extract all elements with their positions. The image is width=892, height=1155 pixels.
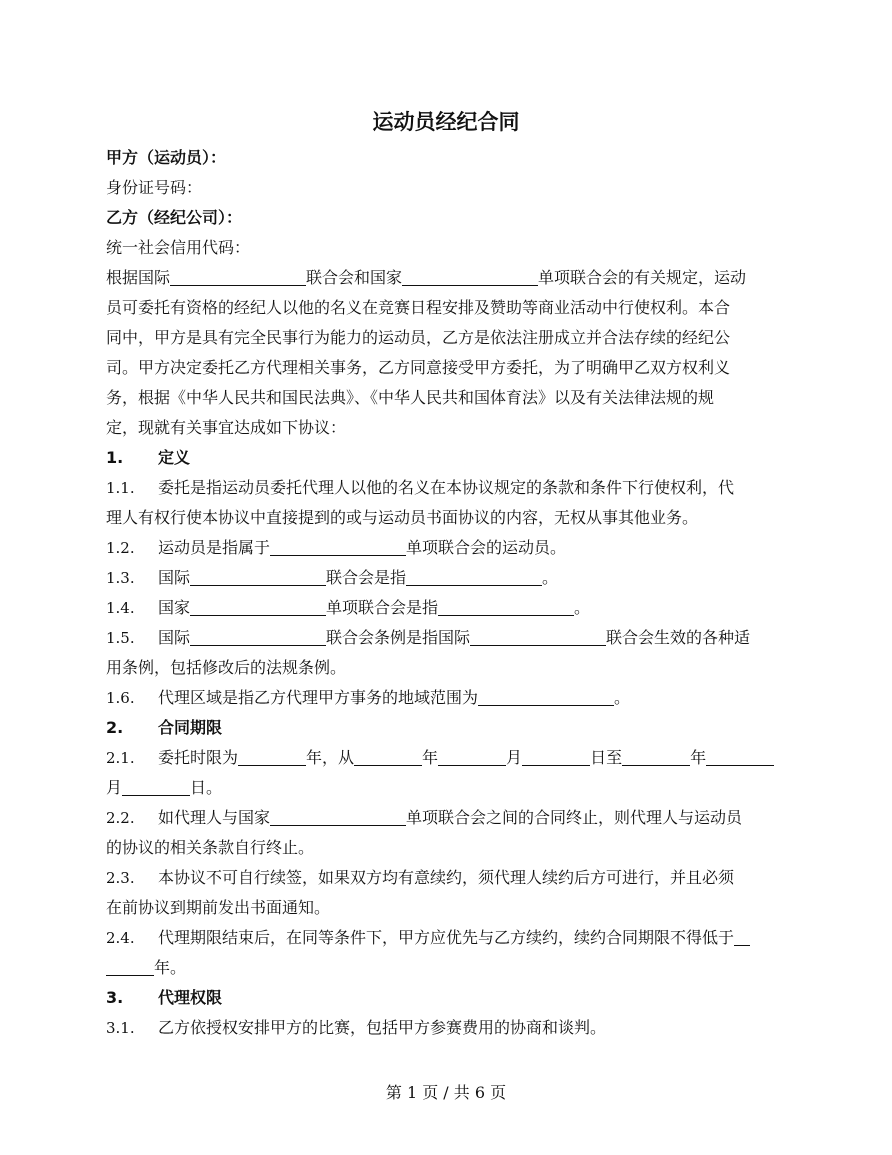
- blank-field[interactable]: [406, 567, 542, 586]
- clause-text: 委托时限为: [158, 748, 239, 767]
- clause-text: 单项联合会之间的合同终止，则代理人与运动员: [406, 808, 743, 827]
- clause-number: 1.6.: [106, 689, 135, 707]
- clause-number: 2.3.: [106, 869, 135, 887]
- clause-text: 年: [690, 748, 707, 767]
- section-title: 定义: [158, 448, 191, 467]
- clause-line: [106, 623, 806, 653]
- clause-text: 本协议不可自行续签，如果双方均有意续约，须代理人续约后方可进行，并且必须: [158, 868, 735, 887]
- clause-text: 国际: [158, 628, 191, 647]
- clause-line: [106, 473, 806, 503]
- clause-line: [106, 743, 806, 773]
- clause-text: 。: [614, 688, 631, 707]
- party-a-id-label: 身份证号码：: [106, 178, 203, 197]
- section-number: 2.: [106, 718, 124, 737]
- clause-line: 在前协议到期前发出书面通知。: [106, 898, 331, 917]
- blank-field[interactable]: [470, 627, 606, 646]
- clause-text: 代理区域是指乙方代理甲方事务的地域范围为: [158, 688, 479, 707]
- clause-text: 国际: [158, 568, 191, 587]
- clause-text: 。: [574, 598, 591, 617]
- clause-text: 运动员是指属于: [158, 538, 271, 557]
- blank-field[interactable]: [522, 747, 590, 766]
- party-b-label: 乙方（经纪公司）：: [106, 208, 243, 227]
- section-title: 合同期限: [158, 718, 223, 737]
- clause-text: 乙方依授权安排甲方的比赛，包括甲方参赛费用的协商和谈判。: [158, 1018, 607, 1037]
- blank-field[interactable]: [402, 267, 538, 286]
- blank-field[interactable]: [622, 747, 690, 766]
- clause-text: 年。: [154, 958, 187, 977]
- intro-text: 根据国际: [106, 268, 171, 287]
- clause-text: 联合会条例是指国际: [326, 628, 471, 647]
- blank-field[interactable]: [478, 687, 614, 706]
- clause-text: 国家: [158, 598, 191, 617]
- clause-text: 联合会是指: [326, 568, 407, 587]
- intro-line-4: 司。甲方决定委托乙方代理相关事务，乙方同意接受甲方委托，为了明确甲乙双方权利义: [106, 358, 731, 377]
- intro-line-2: 员可委托有资格的经纪人以他的名义在竞赛日程安排及赞助等商业活动中行使权利。本合: [106, 298, 731, 317]
- clause-line: [106, 593, 806, 623]
- clause-line: 用条例，包括修改后的法规条例。: [106, 658, 347, 677]
- clause-number: 2.1.: [106, 749, 135, 767]
- party-a-label: 甲方（运动员）：: [106, 148, 227, 167]
- section-title: 代理权限: [158, 988, 223, 1007]
- clause-text: 单项联合会是指: [326, 598, 439, 617]
- clause-text: 日至: [590, 748, 623, 767]
- intro-line-5: 务，根据《中华人民共和国民法典》、《中华人民共和国体育法》以及有关法律法规的规: [106, 388, 715, 407]
- clause-text: 月: [106, 778, 123, 797]
- blank-field[interactable]: [190, 567, 326, 586]
- clause-text: 委托是指运动员委托代理人以他的名义在本协议规定的条款和条件下行使权利，代: [158, 478, 735, 497]
- blank-field[interactable]: [438, 597, 574, 616]
- intro-line-3: 同中，甲方是具有完全民事行为能力的运动员，乙方是依法注册成立并合法存续的经纪公: [106, 328, 731, 347]
- clause-number: 2.4.: [106, 929, 135, 947]
- clause-line: [106, 683, 806, 713]
- clause-line: [106, 863, 806, 893]
- blank-field[interactable]: [122, 777, 190, 796]
- blank-field[interactable]: [270, 807, 406, 826]
- clause-number: 1.4.: [106, 599, 135, 617]
- intro-line-1: [106, 263, 806, 293]
- clause-text: 月: [506, 748, 523, 767]
- clause-number: 1.3.: [106, 569, 135, 587]
- section-number: 1.: [106, 448, 124, 467]
- section-heading: [106, 443, 806, 473]
- clause-number: 2.2.: [106, 809, 135, 827]
- clause-number: 3.1.: [106, 1019, 135, 1037]
- clause-line: [106, 953, 806, 983]
- clause-text: 年，从: [306, 748, 355, 767]
- clause-line: [106, 923, 806, 953]
- clause-line: [106, 1013, 806, 1043]
- blank-field[interactable]: [170, 267, 306, 286]
- clause-line: 的协议的相关条款自行终止。: [106, 838, 315, 857]
- blank-field[interactable]: [438, 747, 506, 766]
- clause-text: 联合会生效的各种适: [606, 628, 751, 647]
- clause-text: 如代理人与国家: [158, 808, 271, 827]
- clause-line: 理人有权行使本协议中直接提到的或与运动员书面协议的内容，无权从事其他业务。: [106, 508, 699, 527]
- clause-number: 1.5.: [106, 629, 135, 647]
- blank-field[interactable]: [190, 597, 326, 616]
- blank-field[interactable]: [190, 627, 326, 646]
- clause-line: [106, 773, 806, 803]
- blank-field[interactable]: [734, 927, 750, 946]
- clause-line: [106, 533, 806, 563]
- clause-text: 代理期限结束后，在同等条件下，甲方应优先与乙方续约，续约合同期限不得低于: [158, 928, 735, 947]
- section-number: 3.: [106, 988, 124, 1007]
- clause-text: 单项联合会的运动员。: [406, 538, 567, 557]
- intro-text: 联合会和国家: [306, 268, 403, 287]
- blank-field[interactable]: [354, 747, 422, 766]
- page-footer: 第 1 页 / 共 6 页: [385, 1083, 507, 1102]
- clause-number: 1.2.: [106, 539, 135, 557]
- intro-line-6: 定，现就有关事宜达成如下协议：: [106, 418, 347, 437]
- blank-field[interactable]: [706, 747, 774, 766]
- blank-field[interactable]: [270, 537, 406, 556]
- clause-line: [106, 803, 806, 833]
- clause-text: 年: [422, 748, 439, 767]
- section-heading: [106, 983, 806, 1013]
- clause-number: 1.1.: [106, 479, 135, 497]
- page-title: 运动员经纪合同: [372, 110, 520, 134]
- blank-field[interactable]: [106, 957, 154, 976]
- clause-text: 。: [542, 568, 559, 587]
- blank-field[interactable]: [238, 747, 306, 766]
- clause-text: 日。: [190, 778, 223, 797]
- section-heading: [106, 713, 806, 743]
- intro-text: 单项联合会的有关规定，运动: [538, 268, 747, 287]
- clause-line: [106, 563, 806, 593]
- party-b-code-label: 统一社会信用代码：: [106, 238, 251, 257]
- document-body: [106, 143, 806, 1043]
